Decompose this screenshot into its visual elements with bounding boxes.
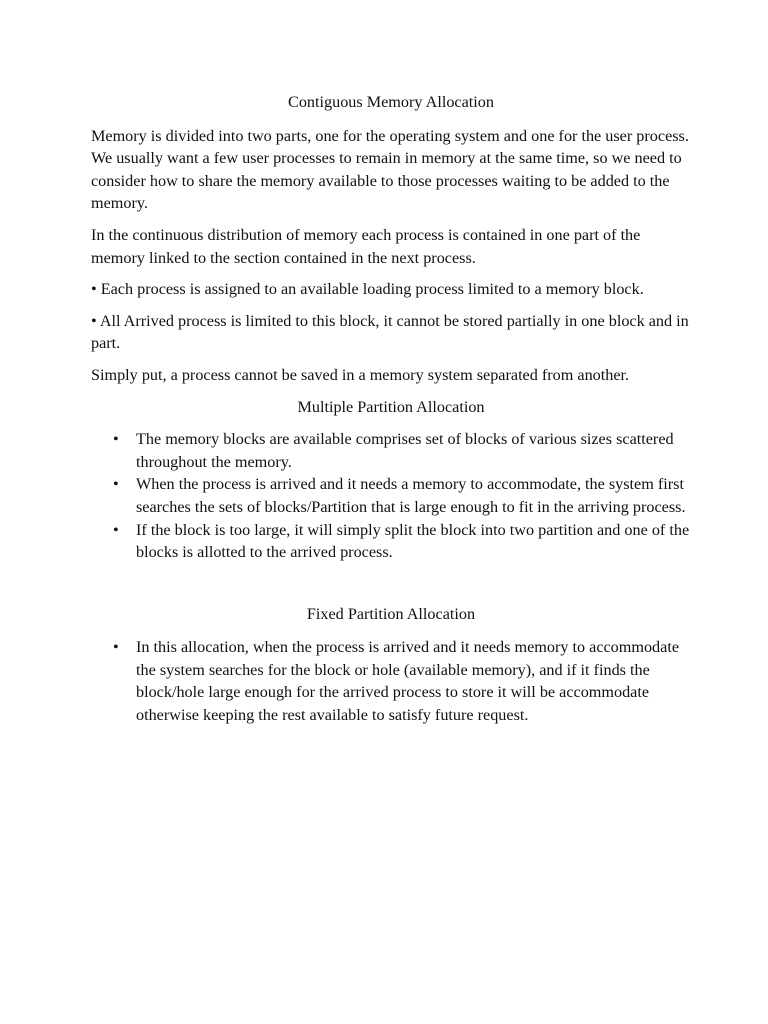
list-item-text: If the block is too large, it will simply split the block into two partition and one of the blocks is allotted to the arrived process. — [136, 520, 690, 562]
bullet-icon: • — [113, 520, 119, 539]
document-page — [91, 91, 691, 727]
paragraph-bullet-point: • All Arrived process is limited to this block, it cannot be stored partially in one block and in part. — [91, 311, 689, 353]
section-heading-contiguous: Contiguous Memory Allocation — [288, 93, 494, 111]
bullet-list-fixed-partition — [91, 636, 691, 726]
list-item-text: When the process is arrived and it needs a memory to accommodate, the system first searches the sets of blocks/Partition that is large enough to fit in the arriving process. — [136, 475, 686, 516]
list-item-text: In this allocation, when the process is arrived and it needs memory to accommodate the system searches for the block or hole (available memory), and if it finds the block/hole large enough for the arrived process to store it will be accommodate otherwise keeping the rest available to satisfy future request. — [136, 638, 680, 725]
paragraph: Simply put, a process cannot be saved in a memory system separated from another. — [91, 365, 630, 384]
bullet-list-multiple-partition — [91, 428, 691, 564]
section-heading-fixed-partition: Fixed Partition Allocation — [306, 604, 476, 623]
list-item — [91, 473, 691, 518]
section-heading-multiple-partition: Multiple Partition Allocation — [297, 397, 485, 416]
bullet-icon: • — [113, 475, 119, 494]
list-item — [91, 636, 691, 726]
bullet-icon: • — [113, 638, 119, 657]
paragraph: Memory is divided into two parts, one for the operating system and one for the user process. We usually want a few user processes to remain in memory at the same time, so we need to consider how to share the memory available to those processes waiting to be added to the memory. — [91, 126, 689, 213]
bullet-icon: • — [113, 430, 119, 449]
paragraph-bullet-point: • Each process is assigned to an available loading process limited to a memory block. — [91, 280, 644, 299]
list-item-text: The memory blocks are available comprises set of blocks of various sizes scattered throughout the memory. — [136, 430, 674, 471]
paragraph: In the continuous distribution of memory each process is contained in one part of the memory linked to the section contained in the next process. — [91, 225, 641, 267]
list-item — [91, 519, 691, 564]
list-item — [91, 428, 691, 473]
